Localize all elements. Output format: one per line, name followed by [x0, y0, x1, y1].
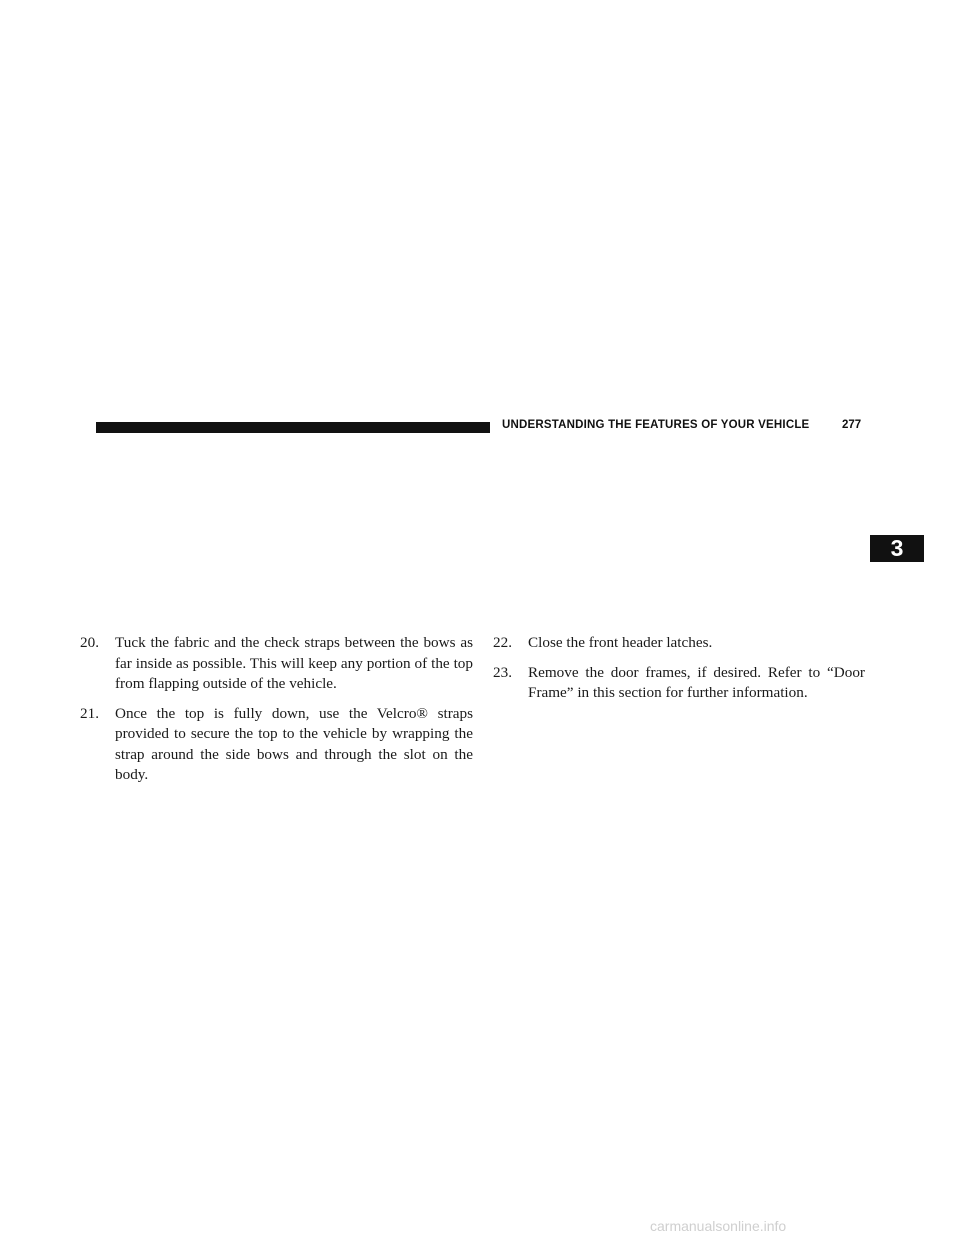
- header-rule: [96, 422, 490, 433]
- step-number: 21.: [80, 704, 99, 722]
- right-column: [493, 633, 865, 713]
- list-item: [80, 633, 473, 695]
- list-item: [80, 704, 473, 786]
- step-text: Remove the door frames, if desired. Refer to “Door Frame” in this section for further information.: [528, 663, 865, 701]
- step-text: Close the front header latches.: [528, 634, 713, 651]
- step-number: 23.: [493, 663, 512, 681]
- watermark: carmanualsonline.info: [650, 1218, 787, 1234]
- step-number: 20.: [80, 634, 99, 651]
- left-column: [80, 633, 473, 795]
- list-item: [493, 633, 865, 654]
- step-text: Tuck the fabric and the check straps between the bows as far inside as possible. This will keep any portion of the top from flapping outside of the vehicle.: [115, 634, 473, 692]
- chapter-tab: 3: [870, 535, 924, 562]
- step-number: 22.: [493, 634, 512, 651]
- page-number: 277: [842, 419, 862, 431]
- section-title: UNDERSTANDING THE FEATURES OF YOUR VEHICLE: [502, 419, 810, 431]
- step-text: Once the top is fully down, use the Velcro® straps provided to secure the top to the vehicle by wrapping the strap around the side bows and through the slot on the body.: [115, 704, 473, 783]
- list-item: [493, 663, 865, 704]
